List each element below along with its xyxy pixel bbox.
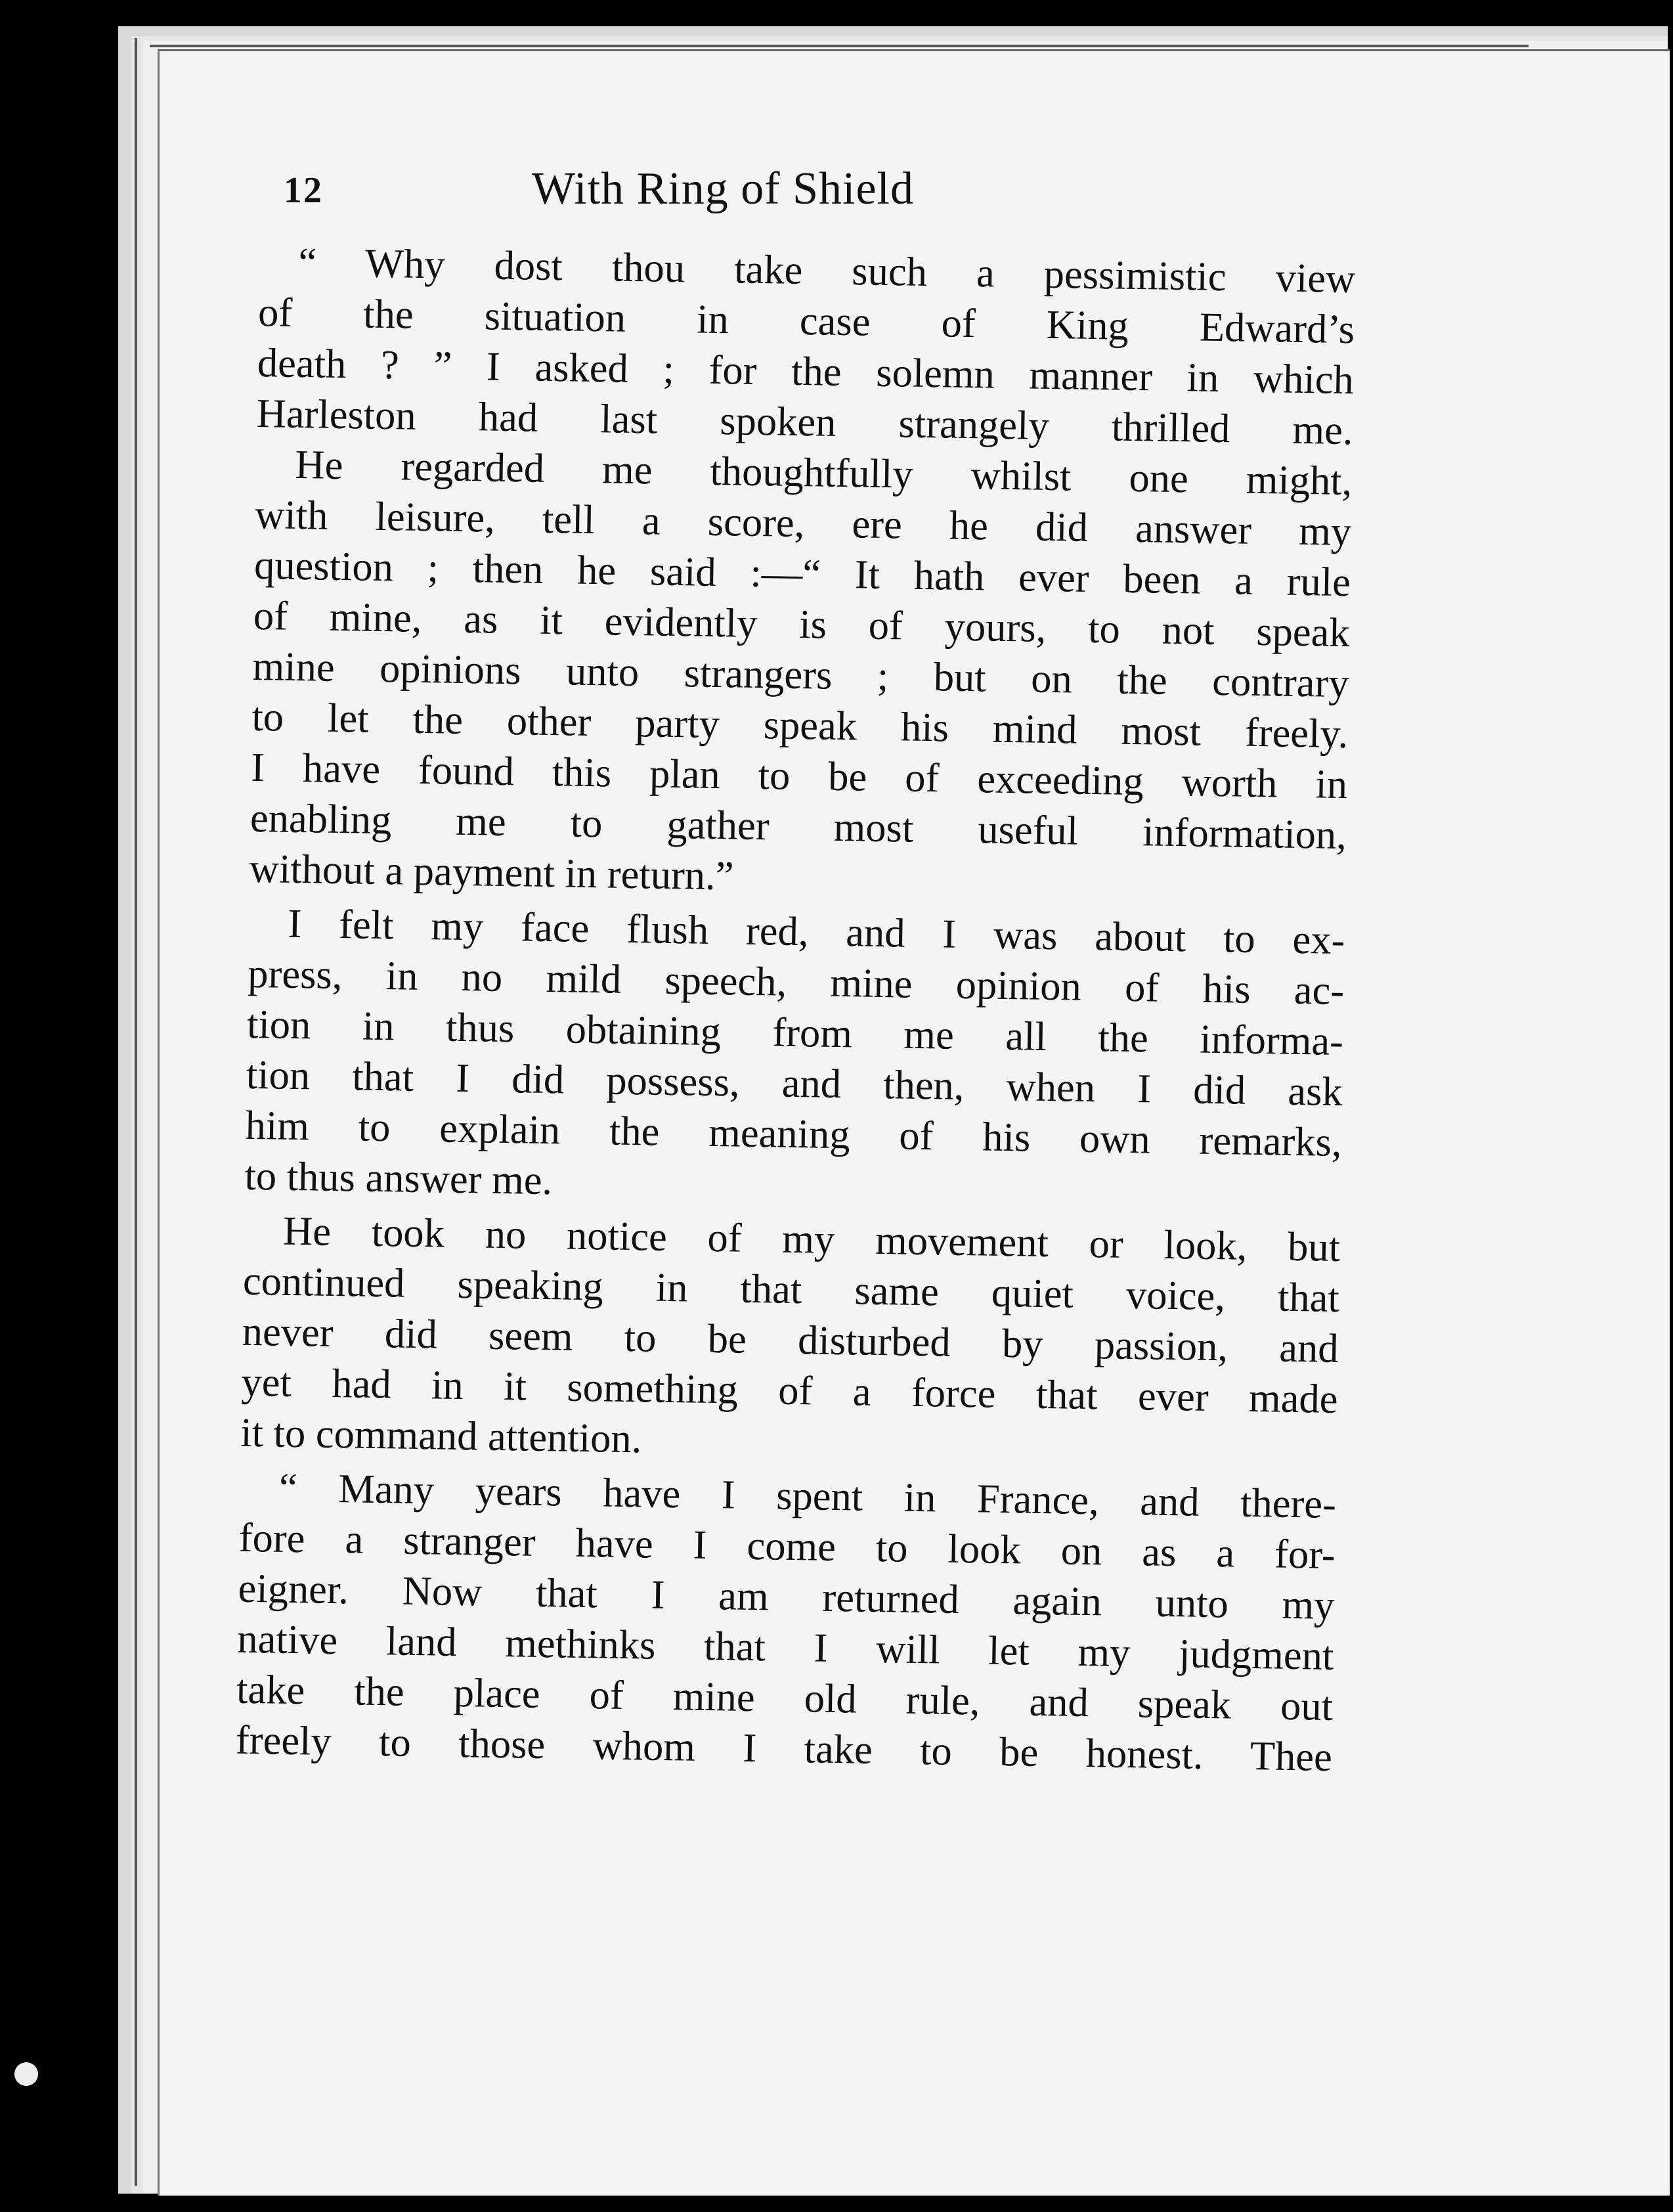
paragraph [244, 898, 1345, 1218]
text-line: “ Many years have I spent in France, and there- [278, 1464, 1337, 1527]
text-line: tion that I did possess, and then, when I did ask [246, 1051, 1343, 1115]
text-line: question ; then he said :—“ It hath ever been a rule [253, 541, 1351, 606]
text-line: freely to those whom I take to be honest. Thee [235, 1716, 1333, 1780]
text-line: fore a stranger have I come to look on as a for- [238, 1514, 1336, 1578]
text-line: continued speaking in that same quiet voice, that [242, 1257, 1340, 1321]
paragraph [249, 439, 1353, 911]
text-line: eigner. Now that I am returned again unto my [238, 1564, 1336, 1628]
text-line: death ? ” I asked ; for the solemn manner in which [257, 339, 1355, 403]
paragraph [256, 236, 1356, 456]
text-line: mine opinions unto strangers ; but on the contrary [252, 642, 1350, 707]
paragraph [235, 1462, 1336, 1782]
top-edge-line [150, 45, 1529, 47]
text-line: yet had in it something of a force that ever made [241, 1358, 1338, 1423]
left-edge-line [135, 38, 137, 2186]
body-text [235, 236, 1355, 1782]
scan-speck [14, 2062, 38, 2086]
text-line: never did seem to be disturbed by passion, and [242, 1308, 1339, 1372]
running-title: With Ring of Shield [532, 164, 915, 214]
text-line: to thus answer me. [244, 1152, 553, 1204]
text-line: Harleston had last spoken strangely thrilled me. [256, 389, 1354, 454]
text-line: with leisure, tell a score, ere he did answer my [254, 491, 1352, 555]
running-head [0, 164, 1673, 242]
text-line: I have found this plan to be of exceeding worth in [250, 743, 1348, 808]
text-line: to let the other party speak his mind most freely. [251, 693, 1349, 757]
text-line: “ Why dost thou take such a pessimistic view [297, 238, 1356, 302]
paragraph [240, 1205, 1341, 1475]
text-line: him to explain the meaning of his own remarks, [245, 1101, 1343, 1166]
text-line: take the place of mine old rule, and speak out [236, 1666, 1334, 1729]
text-line: press, in no mild speech, mine opinion of his ac- [247, 950, 1345, 1014]
page-number: 12 [284, 170, 323, 211]
text-line: enabling me to gather most useful information, [250, 794, 1347, 858]
text-line: tion in thus obtaining from me all the informa- [246, 1000, 1344, 1065]
text-line: it to command attention. [240, 1409, 642, 1462]
text-line: native land methinks that I will let my judgment [236, 1615, 1334, 1679]
text-line: I felt my face flush red, and I was about to ex- [288, 900, 1345, 963]
text-line: He took no notice of my movement or look, but [282, 1207, 1341, 1271]
text-line: of the situation in case of King Edward’s [257, 288, 1355, 353]
text-line: He regarded me thoughtfully whilst one might, [295, 441, 1353, 504]
text-line: without a payment in return.” [249, 845, 734, 899]
text-line: of mine, as it evidently is of yours, to not speak [253, 592, 1351, 656]
